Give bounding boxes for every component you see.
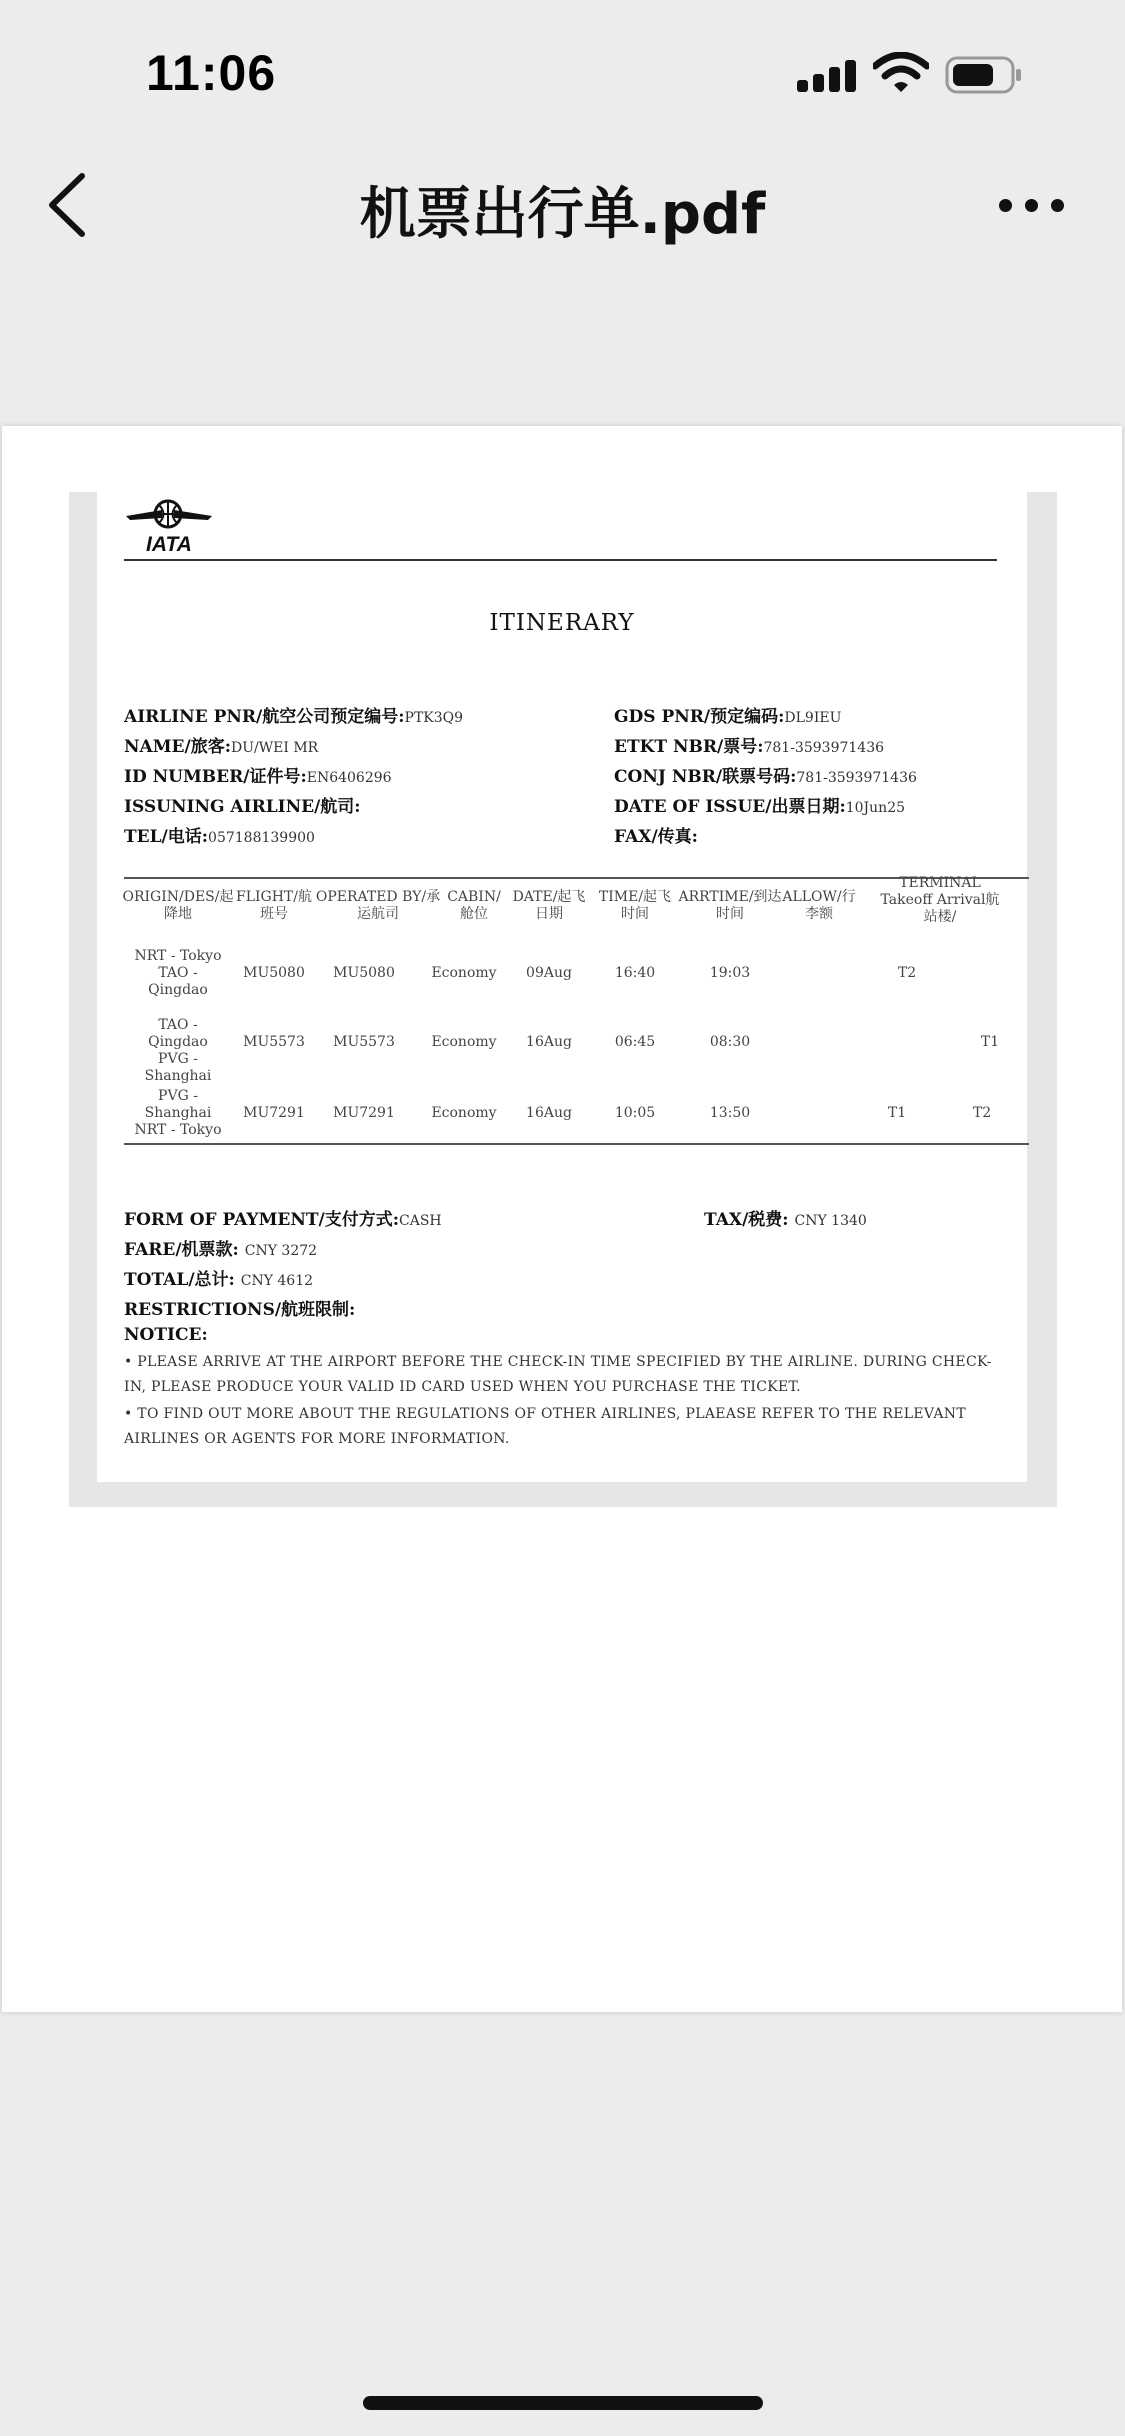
total: TOTAL/总计: CNY 4612 (124, 1270, 314, 1290)
itinerary-document (97, 492, 1027, 1482)
cell-flight: MU7291 (243, 1105, 305, 1121)
more-options-button[interactable] (995, 190, 1075, 220)
passenger-name: NAME/旅客:DU/WEI MR (124, 737, 319, 757)
document-frame (69, 492, 1057, 1507)
fax: FAX/传真: (614, 827, 698, 847)
restrictions: RESTRICTIONS/航班限制: (124, 1300, 356, 1320)
tax: TAX/税费: CNY 1340 (704, 1210, 867, 1230)
cell-cabin: Economy (431, 965, 497, 981)
issuing-airline: ISSUNING AIRLINE/航司: (124, 797, 361, 817)
cell-arrtime: 08:30 (709, 1034, 751, 1050)
cell-arrtime: 13:50 (709, 1105, 751, 1121)
header-terminal: TERMINAL Takeoff Arrival航 站楼/ (880, 875, 1000, 925)
cell-date: 16Aug (526, 1105, 572, 1121)
header-time: TIME/起飞 时间 (598, 889, 672, 922)
document-heading: ITINERARY (489, 610, 635, 636)
id-number: ID NUMBER/证件号:EN6406296 (124, 767, 392, 787)
cell-arrtime: 19:03 (709, 965, 751, 981)
dot-icon (1051, 199, 1064, 212)
cell-operated: MU5080 (333, 965, 395, 981)
cell-time: 10:05 (614, 1105, 656, 1121)
dot-icon (999, 199, 1012, 212)
cell-cabin: Economy (431, 1034, 497, 1050)
form-of-payment: FORM OF PAYMENT/支付方式:CASH (124, 1210, 442, 1230)
header-flight: FLIGHT/航 班号 (236, 889, 312, 922)
dot-icon (1025, 199, 1038, 212)
iata-logo-text: IATA (146, 533, 192, 554)
header-operated-by: OPERATED BY/承 运航司 (315, 889, 441, 922)
header-allow: ALLOW/行 李额 (782, 889, 856, 922)
date-of-issue: DATE OF ISSUE/出票日期:10Jun25 (614, 797, 906, 817)
cell-takeoff-terminal: T1 (887, 1105, 907, 1121)
pdf-page[interactable] (2, 426, 1122, 2012)
cell-cabin: Economy (431, 1105, 497, 1121)
cell-route: PVG - Shanghai NRT - Tokyo (134, 1088, 222, 1138)
cell-operated: MU7291 (333, 1105, 395, 1121)
document-title: 机票出行单.pdf (359, 182, 766, 247)
status-time: 11:06 (146, 45, 277, 101)
cell-flight: MU5080 (243, 965, 305, 981)
cell-time: 06:45 (614, 1034, 656, 1050)
cell-arrival-terminal: T2 (972, 1105, 992, 1121)
battery-icon (945, 56, 1023, 94)
cellular-signal-icon (797, 58, 857, 92)
header-origin: ORIGIN/DES/起 降地 (122, 889, 234, 922)
fare: FARE/机票款: CNY 3272 (124, 1240, 318, 1260)
notice-item: • PLEASE ARRIVE AT THE AIRPORT BEFORE THE CHECK-IN TIME SPECIFIED BY THE AIRLINE. DURING CHECK-IN, PLEASE PRODUCE YOUR VALID ID CARD USED WHEN YOU PURCHASE THE TICKET. (124, 1354, 992, 1395)
header-cabin: CABIN/ 舱位 (447, 889, 501, 922)
cell-date: 16Aug (526, 1034, 572, 1050)
conj-number: CONJ NBR/联票号码:781-3593971436 (614, 767, 917, 787)
nav-bar (0, 150, 1125, 270)
cell-flight: MU5573 (243, 1034, 305, 1050)
gds-pnr: GDS PNR/预定编码:DL9IEU (614, 707, 842, 727)
table-bottom-rule (124, 1143, 1029, 1145)
cell-route: TAO - Qingdao PVG - Shanghai (144, 1017, 212, 1084)
notice-item: • TO FIND OUT MORE ABOUT THE REGULATIONS OF OTHER AIRLINES, PLAEASE REFER TO THE RELEVANT AIRLINES OR AGENTS FOR MORE INFORMATION. (124, 1406, 966, 1447)
telephone: TEL/电话:057188139900 (124, 827, 315, 847)
cell-date: 09Aug (526, 965, 572, 981)
cell-operated: MU5573 (333, 1034, 395, 1050)
wifi-icon (873, 52, 929, 94)
airline-pnr: AIRLINE PNR/航空公司预定编号:PTK3Q9 (124, 707, 464, 727)
cell-arrival-terminal: T1 (980, 1034, 1000, 1050)
cell-time: 16:40 (614, 965, 656, 981)
iata-logo (124, 494, 214, 554)
etkt-number: ETKT NBR/票号:781-3593971436 (614, 737, 885, 757)
cell-route: NRT - Tokyo TAO - Qingdao (134, 948, 222, 998)
cell-takeoff-terminal: T2 (897, 965, 917, 981)
header-arrtime: ARRTIME/到达 时间 (678, 889, 782, 922)
notice-label: NOTICE: (124, 1325, 208, 1345)
home-indicator[interactable] (363, 2396, 763, 2410)
header-date: DATE/起飞 日期 (512, 889, 586, 922)
status-bar (0, 0, 1125, 150)
divider (124, 559, 997, 561)
